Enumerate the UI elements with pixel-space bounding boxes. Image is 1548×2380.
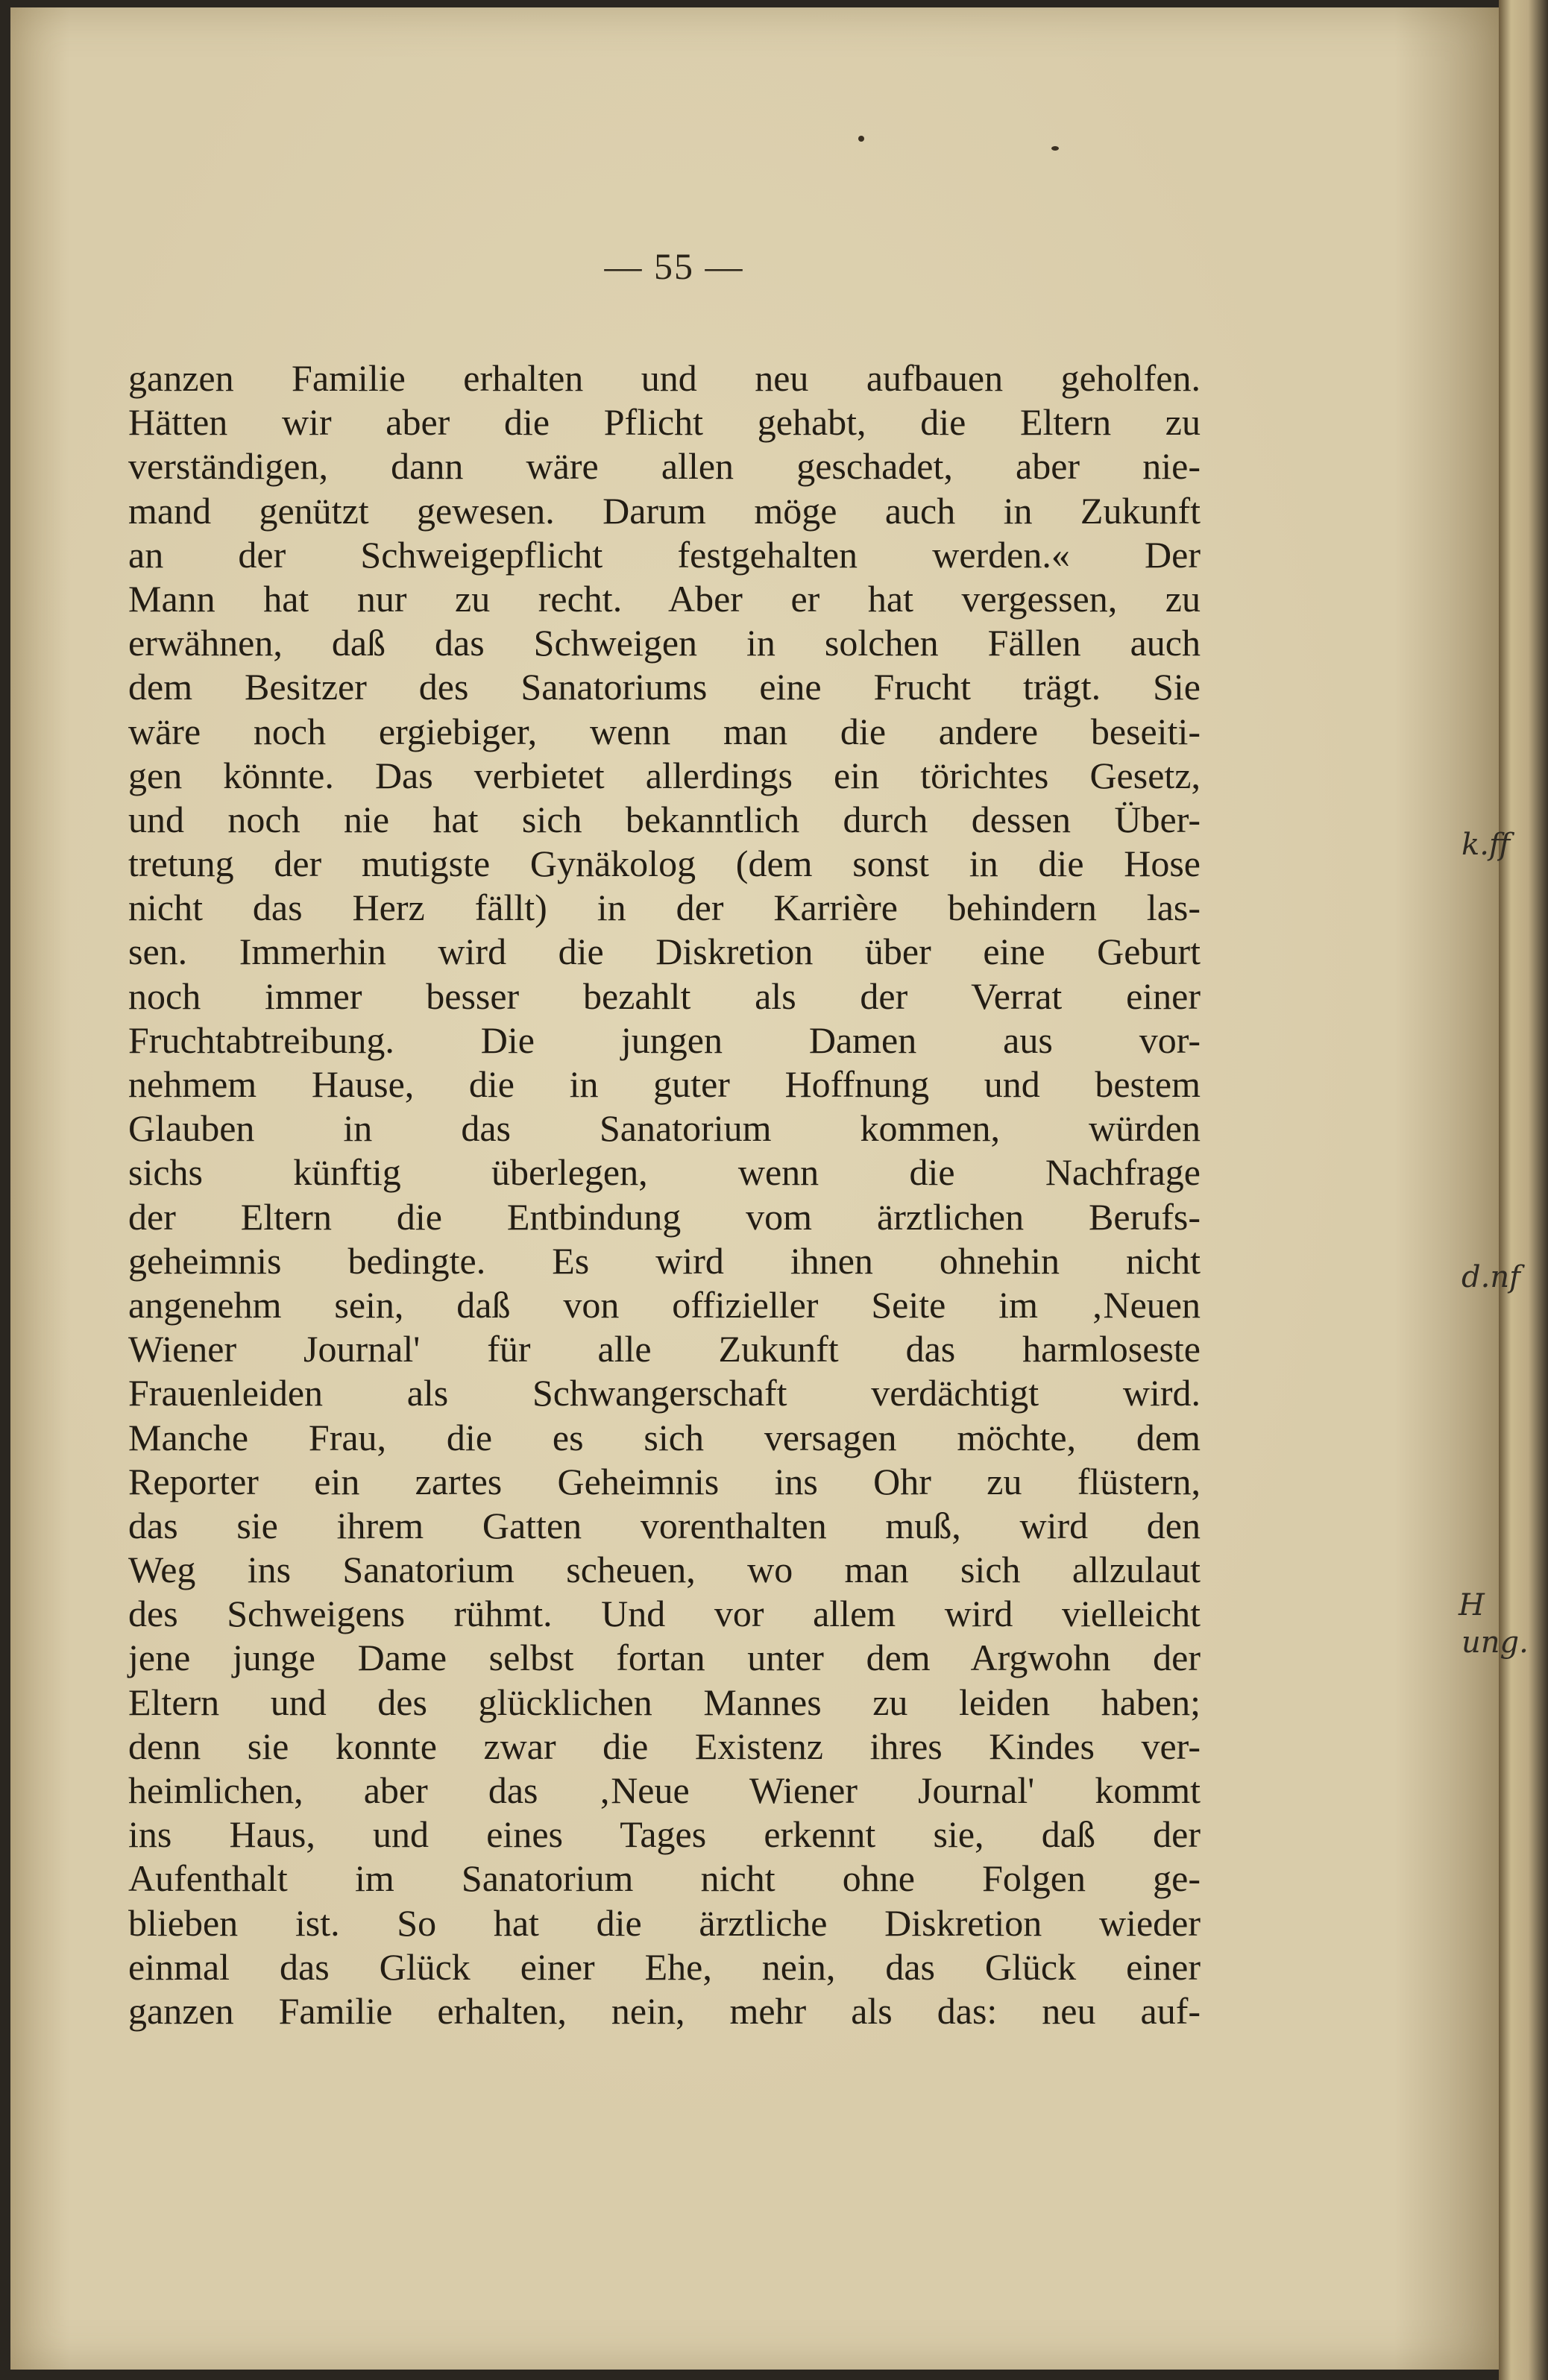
ink-speck [858, 136, 864, 142]
margin-handwriting: ung. [1462, 1625, 1529, 1660]
text-line: einmal das Glück einer Ehe, nein, das Glück einer [128, 1945, 1201, 1988]
text-line: nehmem Hause, die in guter Hoffnung und bestem [128, 1063, 1201, 1105]
text-line: heimlichen, aber das ‚Neue Wiener Journal' kommt [128, 1769, 1201, 1811]
text-line: Aufenthalt im Sanatorium nicht ohne Folgen ge- [128, 1857, 1201, 1900]
text-line: wäre noch ergiebiger, wenn man die andere beseiti- [128, 710, 1201, 752]
page-number: — 55 — [604, 245, 744, 287]
text-line: gen könnte. Das verbietet allerdings ein törichtes Gesetz, [128, 754, 1201, 796]
text-line: Eltern und des glücklichen Mannes zu leiden haben; [128, 1681, 1201, 1723]
text-line: nicht das Herz fällt) in der Karrière behindern las- [128, 887, 1201, 929]
text-line: ins Haus, und eines Tages erkennt sie, daß der [128, 1813, 1201, 1856]
text-line: tretung der mutigste Gynäkolog (dem sonst in die Hose [128, 843, 1201, 885]
text-line: das sie ihrem Gatten vorenthalten muß, wird den [128, 1504, 1201, 1546]
text-line: und noch nie hat sich bekanntlich durch dessen Über- [128, 798, 1201, 840]
book-page [10, 7, 1499, 2370]
margin-handwriting: d.nf [1462, 1260, 1520, 1294]
text-line: geheimnis bedingte. Es wird ihnen ohnehin nicht [128, 1239, 1201, 1282]
ink-speck [1051, 146, 1059, 151]
text-line: ganzen Familie erhalten und neu aufbauen geholfen. [128, 357, 1201, 399]
text-line: blieben ist. So hat die ärztliche Diskretion wieder [128, 1901, 1201, 1944]
text-line: ganzen Familie erhalten, nein, mehr als das: neu auf- [128, 1989, 1201, 2032]
text-line: Reporter ein zartes Geheimnis ins Ohr zu flüstern, [128, 1460, 1201, 1502]
text-line: erwähnen, daß das Schweigen in solchen Fällen auch [128, 622, 1201, 664]
text-line: Wiener Journal' für alle Zukunft das harmloseste [128, 1328, 1201, 1370]
text-line: Hätten wir aber die Pflicht gehabt, die Eltern zu [128, 401, 1201, 444]
text-line: noch immer besser bezahlt als der Verrat einer [128, 975, 1201, 1017]
text-line: des Schweigens rühmt. Und vor allem wird vielleicht [128, 1593, 1201, 1635]
text-line: jene junge Dame selbst fortan unter dem Argwohn der [128, 1637, 1201, 1679]
text-line: dem Besitzer des Sanatoriums eine Frucht trägt. Sie [128, 666, 1201, 708]
text-line: sen. Immerhin wird die Diskretion über eine Geburt [128, 931, 1201, 973]
text-line: Weg ins Sanatorium scheuen, wo man sich allzulaut [128, 1549, 1201, 1591]
text-line: denn sie konnte zwar die Existenz ihres Kindes ver- [128, 1725, 1201, 1767]
margin-handwriting: k.ff [1462, 828, 1511, 862]
margin-handwriting: H [1459, 1588, 1485, 1622]
text-line: Fruchtabtreibung. Die jungen Damen aus vor- [128, 1019, 1201, 1061]
text-line: sichs künftig überlegen, wenn die Nachfrage [128, 1151, 1201, 1194]
text-line: angenehm sein, daß von offizieller Seite im ‚Neuen [128, 1283, 1201, 1326]
text-line: Glauben in das Sanatorium kommen, würden [128, 1107, 1201, 1150]
text-line: verständigen, dann wäre allen geschadet, aber nie- [128, 445, 1201, 488]
body-text [128, 356, 1201, 2033]
text-line: Frauenleiden als Schwangerschaft verdächtigt wird. [128, 1372, 1201, 1414]
adjacent-page-edge [1499, 0, 1548, 2380]
text-line: Mann hat nur zu recht. Aber er hat vergessen, zu [128, 577, 1201, 620]
text-line: mand genützt gewesen. Darum möge auch in Zukunft [128, 489, 1201, 532]
text-line: der Eltern die Entbindung vom ärztlichen Berufs- [128, 1195, 1201, 1238]
text-line: an der Schweigepflicht festgehalten werden.« Der [128, 533, 1201, 576]
text-line: Manche Frau, die es sich versagen möchte, dem [128, 1416, 1201, 1458]
